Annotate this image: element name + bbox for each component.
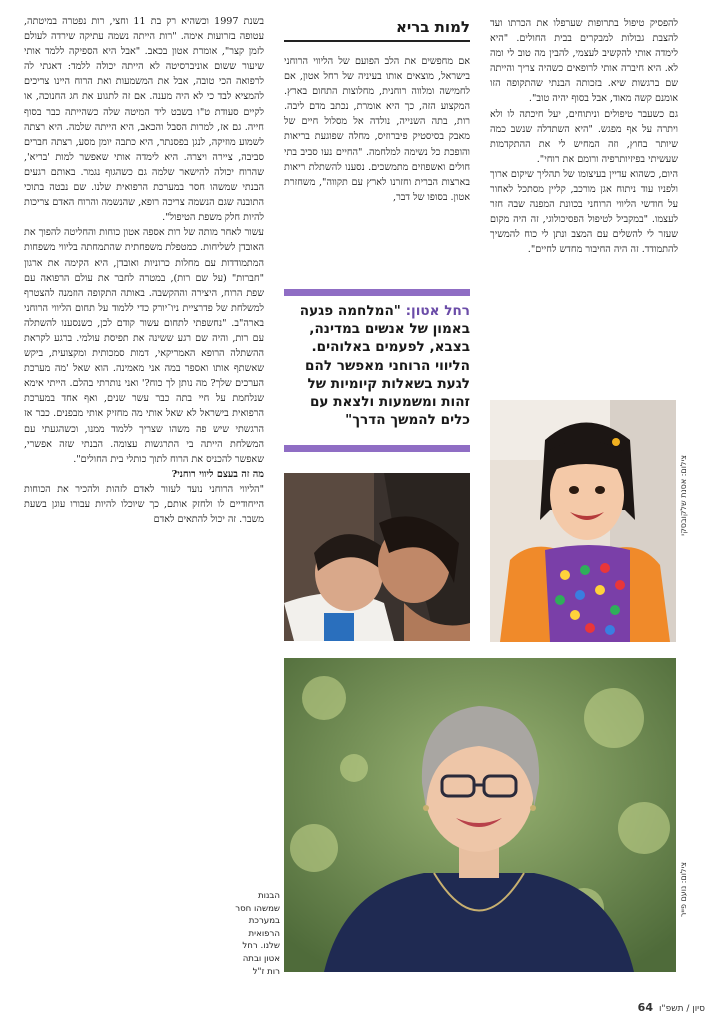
paragraph: גם כשעבר טיפולים וניתוחים, יעל חיכתה לו ולא ויתרה על אף מפגש. "היא השתדלה שנשב כמה שיותר בחוץ, וזה המחיש לי את ההתקדמות שעשיתי בפיזיותרפיה ורומם את רוחי". [490,108,678,165]
article-column-right [490,16,678,258]
page-footer [638,1001,705,1014]
page-number: 64 [637,1001,653,1014]
subheading-question: מה זה בעצם ליווי רוחני? [171,468,264,480]
paragraph: עשור לאחר מותה של רות אספה אטון כוחות והחליטה להפוך את האובדן לשליחות. כמטפלת משפחתית שהתמחתה בליווי משפחות המתמודדות עם מחלות כרוניות ואובדן, היא הקימה את ארגון "חברות" (על שם רות), במטרה לחבר את עולם הרפואה עם שפת הרוח, היצירה וההקשבה. באותה התקופה הוזמנה להצטרף למשלחת של פדרציית ניו־יורק כדי ללמוד על תחום הליווי הרוחני בארה"ב. "נחשפתי לתחום עשור קודם לכן, כשנסענו להשתלה עם רות, והיה שם רגע ששינה את תפיסת עולמי. ברגע לקראת ההשתלה הרופא האמריקאי, דמות סמכותית ומקצועית, ביקש שאשתף אותו ואספר במה אני מאמינה. הוא שאל 'מה מערכת הערכים שלך? מה נותן לך כוח?' ואני נותרתי בהלם. הייתי אימא שנלחמת על חיי בתה כבר עשר שנים, ואף אחד במערכת הרפואית בישראל לא שאל אותי מה מחזיק אותי מבפנים. כבר אז הרגשתי שיש פה משהו שצריך ללמוד ממנו, וכשהגעתי עם המשלחת הייתה בי התרגשות עצומה. הבנתי שזה אפשרי, שאפשר להכניס את הרוח לתוך כותלי בית החולים". [24,227,264,465]
photo-child [490,400,676,642]
paragraph: אם מחפשים את הלב הפועם של הליווי הרוחני בישראל, מוצאים אותו בעיניה של רחל אטון, אם לחמישה ומלווה רוחנית, מחלוצות התחום בארץ. המקצוע הזה, כך היא אומרת, נכתב מדם ליבה. רות, בתה השנייה, נולדה אל מסלול חיים של מאבק בסיסטיק פיברוזיס, מחלה שפוגעת בריאות והופכת כל נשימה למלחמה. "החיים נעו סביב בתי חולים ואשפוזים מתמשכים. נסענו להשתלת ריאות בארצות הברית וחזרנו לארץ עם תקווה", משחזרת אטון. בסופו של דבר, [284,56,470,203]
photo-credit-woman: צילום: נועם פייר [679,862,688,918]
pullquote [284,302,470,429]
article-column-middle [284,54,470,205]
pullquote-text: "המלחמה פגעה באמון של אנשים במדינה, בצבא, לפעמים באלוהים. הליווי הרוחני מאפשר להם לגעת בשאלות קיומיות של זהות ומשמעות ולצאת עם כלים להמשך הדרך" [299,303,470,429]
paragraph: היום, כשהוא עדיין בעיצומו של תהליך שיקום ארוך ולפניו עוד ניתוח אגן מורכב, קליין מסתכל לאחור על חודשי הליווי הרוחני בכוונת המפנה שבה חזר לעצמו. "במקביל לטיפול הפסיכולוגי, זה היה מקום שעזר לי להשלים עם המצב ונתן לי כוח להמשיך להתמודד. זה היה החיבור מחדש לחיים". [490,168,678,256]
photo-mother-daughter [284,473,470,641]
pullquote-speaker: רחל אטון: [405,303,470,319]
section-title: למות בריא [284,14,470,42]
pullquote-bottom-rule [284,445,470,452]
paragraph: להפסיק טיפול בתרופות שערפלו את הכרתו ועד להצבת גבולות למבקרים בבית החולים. "היא לימדה אותי להקשיב לעצמי, להבין מה טוב לי ומה לא. היא חיברה אותי לרופאים כשהיה צריך והייתה שם ברגשות שיא. בזכותה הבנתי שהתקופה הזו אומנם קשה מאוד, אבל בסוף יהיה טוב". [490,18,678,105]
photo-caption: הבנות שמשהו חסר במערכת הרפואית שלנו. רחל אטון ובתה רות ז"ל [235,891,280,977]
paragraph: "הליווי הרוחני נועד לעזור לאדם לזהות ולהכיר את הכוחות הייחודיים לו ולחזק אותם, כך שיוכלו להיות עבורו עוגן בשעת משבר. זה יכול להתאים לאדם [24,483,264,526]
pullquote-top-rule [284,289,470,296]
photo-credit-child: צילום: אסנת שלקובסקי [679,455,688,536]
photo-rachel-eton-portrait [284,658,676,972]
paragraph: בשנת 1997 וכשהיא רק בת 11 וחצי, רות נפטרה במיטתה, עטופה בזרועות אימה. "רות הייתה נשמה עתיקה שירדה לעולם לזמן קצר", אומרת אטון בכאב. "אבל היא הספיקה ללמד אותי שיעור ששום אוניברסיטה לא הייתה יכולה ללמד: דאגתי לה לרפואה הכי טובה, אבל את המשמעות ואת הרוח היינו צריכים להמציא לבד כי לא היה מענה. אם זה לתגוע את חג החנוכה, או לקיים סעודת ט"ו בשבט ליד המיטה שלה כשהייתה כבר בסוף חייה. גם אז, למרות הסבל והכאב, היא הייתה שלמה. היא רצתה לשמוע מוזיקה, לנגן בפסנתר, היא כתבה יומן מסע, רצתה חברים סביבה, ציירה ויצרה. היא לימדה אותי שאפשר למות 'בריא', שהרוח יכולה להישאר שלמה גם כשהגוף נגמר. באותם רגעים הבנתי שמשהו חסר במערכת הרפואית שלנו. שם נבטה בתוכי התובנה שגם הנשמה צריכה רופא, שהנשמה והרוח האדם צריכות להיות חלק משפת הטיפול". [24,16,265,224]
issue-date: סיון / תשפ"ו [658,1004,705,1014]
article-column-left [24,14,264,527]
